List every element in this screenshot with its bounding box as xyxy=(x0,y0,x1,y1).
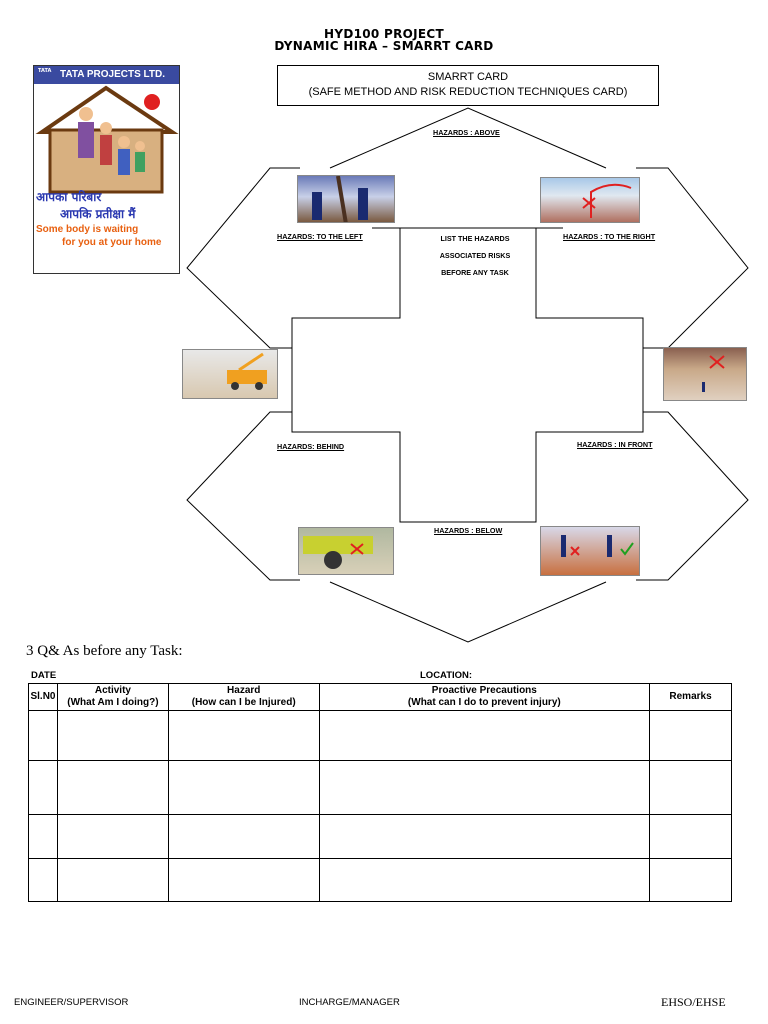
footer-engineer-signature: ENGINEER/SUPERVISOR xyxy=(14,997,129,1008)
table-cell[interactable] xyxy=(168,815,319,859)
table-cell[interactable] xyxy=(168,711,319,761)
table-row xyxy=(29,815,732,859)
footer-ehs-signature: EHSO/EHSE xyxy=(661,995,726,1009)
hazards-front-label: HAZARDS : IN FRONT xyxy=(577,440,653,449)
hazards-right-label: HAZARDS : TO THE RIGHT xyxy=(563,232,656,241)
poster-english-line-1: Some body is waiting xyxy=(36,224,139,235)
photo-hazards-above-right xyxy=(540,177,640,223)
location-label: LOCATION: xyxy=(420,670,473,681)
center-line-2: ASSOCIATED RISKS xyxy=(439,251,511,260)
footer-manager-signature: INCHARGE/MANAGER xyxy=(299,997,400,1008)
card-subtitle: (SAFE METHOD AND RISK REDUCTION TECHNIQUES CARD) xyxy=(308,86,628,98)
photo-hazards-left-equipment xyxy=(182,349,278,399)
photo-hazards-above-left xyxy=(297,175,395,223)
table-cell[interactable] xyxy=(319,815,649,859)
col-header-remarks: Remarks xyxy=(650,684,732,711)
table-cell[interactable] xyxy=(168,859,319,902)
table-cell[interactable] xyxy=(57,815,168,859)
table-cell[interactable] xyxy=(650,859,732,902)
col-header-activity: Activity (What Am I doing?) xyxy=(57,684,168,711)
table-cell[interactable] xyxy=(29,761,58,815)
photo-hazards-below-trailer xyxy=(298,527,394,575)
project-title: HYD100 PROJECT xyxy=(323,27,444,41)
hazards-behind-label: HAZARDS: BEHIND xyxy=(277,442,345,451)
hazards-left-label: HAZARDS: TO THE LEFT xyxy=(277,232,363,241)
table-row xyxy=(29,761,732,815)
center-line-3: BEFORE ANY TASK xyxy=(441,268,509,277)
table-cell[interactable] xyxy=(319,711,649,761)
hazards-below-label: HAZARDS : BELOW xyxy=(434,526,503,535)
table-cell[interactable] xyxy=(168,761,319,815)
table-cell[interactable] xyxy=(57,711,168,761)
poster-hindi-line-1: आपका परिबार xyxy=(36,190,102,204)
table-cell[interactable] xyxy=(29,711,58,761)
table-cell[interactable] xyxy=(319,761,649,815)
table-cell[interactable] xyxy=(650,711,732,761)
table-cell[interactable] xyxy=(57,761,168,815)
photo-hazards-below-trench xyxy=(540,526,640,576)
task-hazard-table xyxy=(28,683,732,902)
col-header-hazard: Hazard (How can I be Injured) xyxy=(168,684,319,711)
tata-logo-icon: TATA xyxy=(38,68,52,74)
col-header-slno: Sl.N0 xyxy=(29,684,58,711)
table-cell[interactable] xyxy=(650,761,732,815)
table-cell[interactable] xyxy=(29,859,58,902)
date-label: DATE xyxy=(31,670,57,681)
center-instructions xyxy=(420,230,530,281)
questions-title: 3 Q& As before any Task: xyxy=(26,643,183,659)
table-cell[interactable] xyxy=(29,815,58,859)
center-line-1: LIST THE HAZARDS xyxy=(440,234,510,243)
table-row xyxy=(29,711,732,761)
col-header-precautions: Proactive Precautions (What can I do to prevent injury) xyxy=(319,684,649,711)
poster-hindi-line-2: आपकि प्रतीक्षा मैं xyxy=(60,207,136,221)
poster-english-line-2: for you at your home xyxy=(62,237,162,248)
table-header-row xyxy=(29,684,732,711)
poster-brand: TATA PROJECTS LTD. xyxy=(60,69,165,80)
table-row xyxy=(29,859,732,902)
photo-hazards-right-site xyxy=(663,347,747,401)
table-cell[interactable] xyxy=(319,859,649,902)
table-cell[interactable] xyxy=(650,815,732,859)
card-title: SMARRT CARD xyxy=(427,71,509,83)
table-cell[interactable] xyxy=(57,859,168,902)
hazards-above-label: HAZARDS : ABOVE xyxy=(433,128,500,137)
document-title: DYNAMIC HIRA – SMARRT CARD xyxy=(274,39,494,53)
